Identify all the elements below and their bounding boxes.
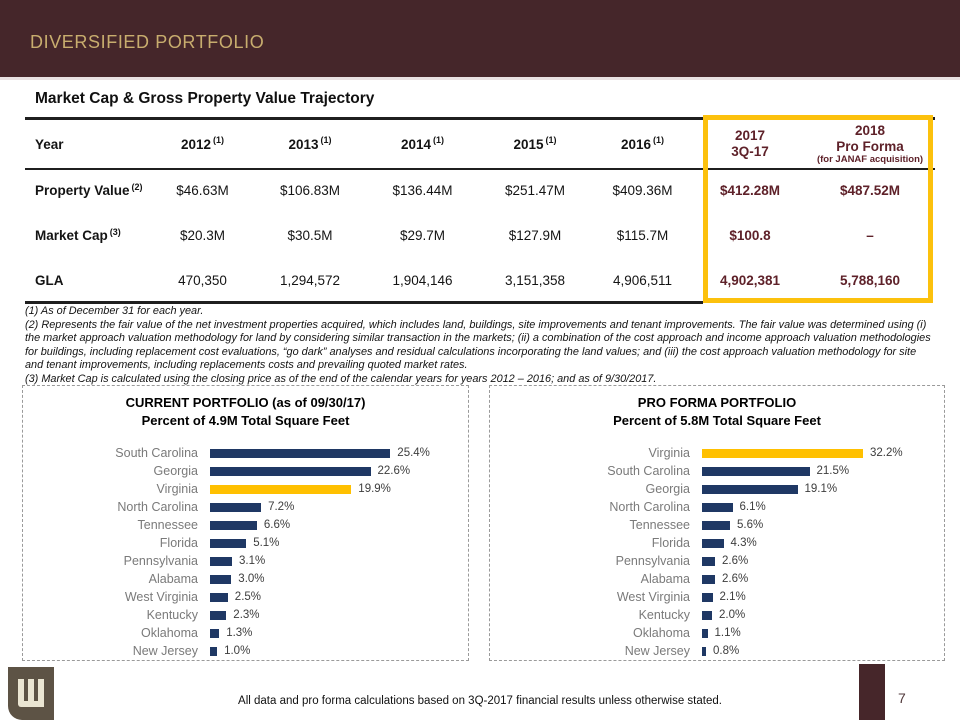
bar-georgia (702, 485, 798, 494)
bar-value-west-virginia: 2.1% (719, 591, 746, 603)
bar-label-new-jersey: New Jersey (624, 644, 690, 658)
bar-value-south-carolina: 21.5% (816, 465, 850, 477)
row-label-property-value: Property Value $^{(2)}$ (35, 181, 143, 198)
bar-label-tennessee: Tennessee (137, 518, 198, 532)
bar-row-kentucky (490, 606, 944, 624)
bar-label-kentucky: Kentucky (146, 608, 198, 622)
bar-label-florida: Florida (651, 536, 690, 550)
footer-disclaimer: All data and pro forma calculations based on 3Q-2017 financial results unless otherwise stated. (238, 695, 722, 707)
bar-kentucky (210, 611, 226, 620)
chart-current-title (23, 394, 468, 430)
bar-row-new-jersey (490, 642, 944, 660)
bar-row-florida (490, 534, 944, 552)
bar-label-south-carolina: South Carolina (115, 446, 198, 460)
footnote-1: (1) As of December 31 for each year. (25, 305, 204, 317)
cell-market-cap-2013: $30.5M (287, 228, 333, 243)
bar-row-oklahoma (23, 624, 468, 642)
trajectory-table (25, 88, 935, 304)
chart-proforma-rows (490, 444, 944, 660)
bar-value-florida: 5.1% (253, 537, 280, 549)
chart-proforma-title-line1: PRO FORMA PORTFOLIO (637, 395, 797, 410)
bar-value-west-virginia: 2.5% (234, 591, 262, 603)
bar-value-tennessee: 6.6% (263, 519, 291, 531)
cell-property-value-2015: $251.47M (504, 183, 566, 198)
footnote-2: (2) Represents the fair value of the net investment properties acquired, which includes land, buildings, site improvements and tenant improvements. The fair value was determined using (i) the market approach valuation methodology for land by considering similar transaction in the markets; (ii) a combination of the cost approach and income approach valuation methodologies for buildings, including replacement cost evaluations, “go dark” analyses and residual calculations incorporating the land values; and (iii) the cost approach valuation methodology for site and tenant improvements, including replacements costs and prevailing quoted market rates. (25, 318, 931, 372)
bar-row-south-carolina (23, 444, 468, 462)
bar-label-west-virginia: West Virginia (124, 590, 198, 604)
bar-value-south-carolina: 25.4% (397, 447, 430, 459)
bar-oklahoma (210, 629, 219, 638)
bar-value-alabama: 2.6% (722, 573, 749, 585)
bar-label-pennsylvania: Pennsylvania (123, 554, 198, 568)
cell-market-cap-2017: $100.8 (729, 228, 771, 243)
cell-market-cap-2015: $127.9M (508, 228, 562, 243)
bar-row-georgia (490, 480, 944, 498)
bar-row-georgia (23, 462, 468, 480)
bar-oklahoma (702, 629, 708, 638)
bar-value-north-carolina: 7.2% (268, 501, 295, 513)
bar-north-carolina (210, 503, 261, 512)
bar-kentucky (702, 611, 712, 620)
cell-gla-2015: 3,151,358 (504, 273, 566, 288)
chart-current-rows (23, 444, 468, 660)
bar-value-kentucky: 2.0% (719, 609, 746, 621)
bar-row-tennessee (23, 516, 468, 534)
cell-market-cap-2018: – (866, 228, 874, 243)
bar-row-alabama (490, 570, 944, 588)
bar-row-pennsylvania (23, 552, 468, 570)
bar-label-south-carolina: South Carolina (607, 464, 690, 478)
bar-georgia (210, 467, 371, 476)
bar-row-west-virginia (490, 588, 944, 606)
cell-property-value-2018: $487.52M (839, 183, 901, 198)
bar-north-carolina (702, 503, 733, 512)
bar-value-georgia: 19.1% (804, 483, 838, 495)
cell-market-cap-2014: $29.7M (399, 228, 446, 243)
col-header-2014: 2014 $^{(1)}$ (400, 135, 445, 152)
bar-row-north-carolina (23, 498, 468, 516)
cell-gla-2014: 1,904,146 (392, 273, 453, 288)
company-w-logo-icon (8, 667, 54, 720)
bar-west-virginia (702, 593, 713, 602)
bar-label-west-virginia: West Virginia (616, 590, 690, 604)
cell-market-cap-2012: $20.3M (179, 228, 226, 243)
bar-florida (702, 539, 724, 548)
cell-property-value-2012: $46.63M (176, 183, 229, 198)
bar-row-tennessee (490, 516, 944, 534)
bar-value-new-jersey: 1.0% (224, 645, 251, 657)
cell-gla-2018: 5,788,160 (839, 273, 901, 288)
bar-label-alabama: Alabama (148, 572, 198, 586)
bar-tennessee (210, 521, 257, 530)
trajectory-table-grid (25, 120, 935, 303)
slide-title: DIVERSIFIED PORTFOLIO (30, 32, 265, 52)
bar-label-pennsylvania: Pennsylvania (615, 554, 690, 568)
bar-label-georgia: Georgia (153, 464, 198, 478)
cell-property-value-2017: $412.28M (719, 183, 781, 198)
cell-gla-2012: 470,350 (178, 273, 227, 288)
chart-proforma-title (490, 394, 944, 430)
bar-value-tennessee: 5.6% (737, 519, 764, 531)
row-label-market-cap: Market Cap $^{(3)}$ (35, 226, 121, 243)
bar-virginia (702, 449, 863, 458)
col-header-year: Year (35, 136, 64, 152)
bar-row-west-virginia (23, 588, 468, 606)
row-label-gla: GLA (35, 273, 64, 288)
col-header-2015: 2015 $^{(1)}$ (513, 135, 557, 152)
cell-property-value-2016: $409.36M (612, 183, 673, 198)
bar-value-virginia: 32.2% (870, 447, 903, 459)
bar-value-virginia: 19.9% (358, 483, 391, 495)
bar-value-oklahoma: 1.3% (226, 627, 253, 639)
bar-value-georgia: 22.6% (377, 465, 411, 477)
chart-current-portfolio (22, 385, 469, 661)
bar-alabama (210, 575, 231, 584)
chart-proforma-portfolio (489, 385, 945, 661)
bar-row-new-jersey (23, 642, 468, 660)
bar-value-oklahoma: 1.1% (714, 627, 741, 639)
chart-proforma-title-line2: Percent of 5.8M Total Square Feet (613, 413, 821, 429)
bar-alabama (702, 575, 715, 584)
bar-row-oklahoma (490, 624, 944, 642)
bar-row-florida (23, 534, 468, 552)
col-header-2017-3q-17: 2017 3Q-17 (731, 127, 769, 159)
footnotes (25, 305, 937, 386)
bar-label-north-carolina: North Carolina (117, 500, 198, 514)
cell-property-value-2014: $136.44M (392, 183, 453, 198)
bar-value-alabama: 3.0% (238, 573, 265, 585)
bar-west-virginia (210, 593, 228, 602)
slide-header-band (0, 0, 960, 80)
bar-row-south-carolina (490, 462, 944, 480)
bar-label-oklahoma: Oklahoma (633, 626, 690, 640)
bar-value-pennsylvania: 3.1% (239, 555, 266, 567)
col-header-2018-pro-forma: 2018 Pro Forma (for JANAF acquisition) (816, 122, 924, 165)
bar-row-alabama (23, 570, 468, 588)
bar-label-new-jersey: New Jersey (132, 644, 198, 658)
bar-row-north-carolina (490, 498, 944, 516)
cell-gla-2013: 1,294,572 (279, 273, 341, 288)
bar-label-north-carolina: North Carolina (609, 500, 690, 514)
bar-row-virginia (23, 480, 468, 498)
bar-south-carolina (210, 449, 390, 458)
page-number-bar (859, 664, 885, 720)
bar-row-pennsylvania (490, 552, 944, 570)
bar-pennsylvania (702, 557, 715, 566)
bar-label-florida: Florida (159, 536, 198, 550)
bar-new-jersey (210, 647, 217, 656)
bar-pennsylvania (210, 557, 232, 566)
bar-label-virginia: Virginia (648, 446, 690, 460)
col-header-2013: 2013 $^{(1)}$ (288, 135, 332, 152)
chart-current-title-line1: CURRENT PORTFOLIO (as of 09/30/17) (125, 395, 366, 410)
bar-label-kentucky: Kentucky (638, 608, 690, 622)
footnote-3: (3) Market Cap is calculated using the closing price as of the end of the calendar years for years 2012 – 2016; and as of 9/30/2017. (25, 372, 657, 385)
bar-row-virginia (490, 444, 944, 462)
bar-label-georgia: Georgia (645, 482, 690, 496)
table-title: Market Cap & Gross Property Value Trajectory (35, 90, 375, 107)
bar-row-kentucky (23, 606, 468, 624)
bar-label-oklahoma: Oklahoma (141, 626, 198, 640)
bar-tennessee (702, 521, 730, 530)
bar-south-carolina (702, 467, 810, 476)
bar-value-pennsylvania: 2.6% (722, 555, 749, 567)
bar-value-kentucky: 2.3% (233, 609, 260, 621)
bar-virginia (210, 485, 351, 494)
bar-value-north-carolina: 6.1% (739, 501, 766, 513)
bar-florida (210, 539, 246, 548)
cell-gla-2017: 4,902,381 (719, 273, 781, 288)
bar-label-alabama: Alabama (640, 572, 690, 586)
bar-value-new-jersey: 0.8% (713, 645, 740, 657)
page-number: 7 (898, 690, 906, 706)
chart-current-title-line2: Percent of 4.9M Total Square Feet (141, 413, 350, 429)
bar-value-florida: 4.3% (730, 537, 757, 549)
col-header-2012: 2012 $^{(1)}$ (180, 135, 225, 152)
bar-new-jersey (702, 647, 706, 656)
cell-property-value-2013: $106.83M (279, 183, 341, 198)
bar-label-tennessee: Tennessee (629, 518, 690, 532)
col-header-2016: 2016 $^{(1)}$ (620, 135, 665, 152)
bar-label-virginia: Virginia (156, 482, 198, 496)
cell-market-cap-2016: $115.7M (616, 228, 669, 243)
cell-gla-2016: 4,906,511 (612, 273, 673, 288)
